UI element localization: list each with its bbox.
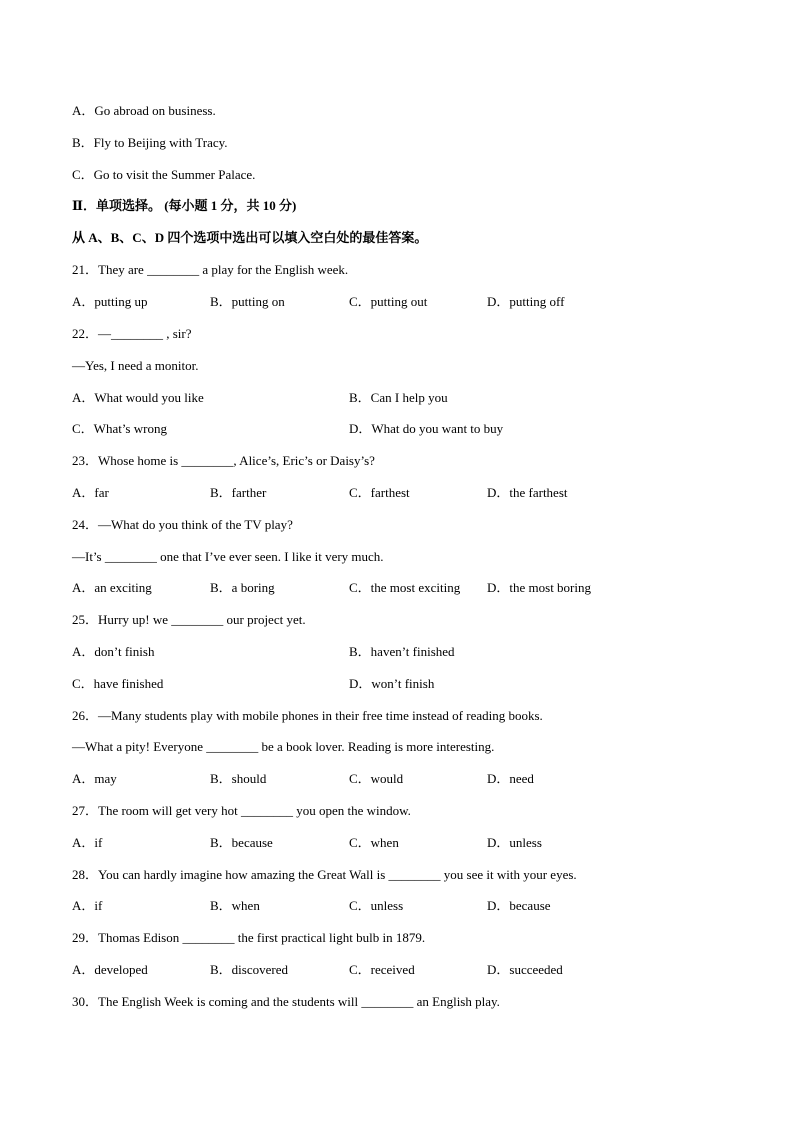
question-27-stem: 27．The room will get very hot ________ you open the window. bbox=[72, 803, 411, 818]
question-23-stem: 23．Whose home is ________, Alice’s, Eric’s or Daisy’s? bbox=[72, 453, 375, 468]
question-21-option-c: C．putting out bbox=[349, 294, 428, 309]
question-28-option-d: D．because bbox=[487, 898, 551, 913]
question-25-stem: 25．Hurry up! we ________ our project yet. bbox=[72, 612, 306, 627]
question-26-option-c: C．would bbox=[349, 771, 404, 786]
question-22-option-d: D．What do you want to buy bbox=[349, 421, 504, 436]
question-24-option-c: C．the most exciting bbox=[349, 580, 461, 595]
question-27-option-c: C．when bbox=[349, 835, 399, 850]
question-24-reply: —It’s ________ one that I’ve ever seen. I like it very much. bbox=[72, 549, 384, 564]
question-22-option-b: B．Can I help you bbox=[349, 390, 448, 405]
question-26-option-d: D．need bbox=[487, 771, 534, 786]
question-21-stem: 21．They are ________ a play for the English week. bbox=[72, 262, 349, 277]
question-27-option-b: B．because bbox=[210, 835, 273, 850]
question-28-option-b: B．when bbox=[210, 898, 260, 913]
question-22-reply: —Yes, I need a monitor. bbox=[72, 358, 199, 373]
question-21-option-b: B．putting on bbox=[210, 294, 285, 309]
top-option-b: B．Fly to Beijing with Tracy. bbox=[72, 135, 228, 150]
question-24-stem: 24．—What do you think of the TV play? bbox=[72, 517, 293, 532]
question-28-stem: 28．You can hardly imagine how amazing the Great Wall is ________ you see it with your eyes. bbox=[72, 867, 577, 882]
section-instruction: 从 A、B、C、D 四个选项中选出可以填入空白处的最佳答案。 bbox=[72, 230, 428, 245]
question-26-reply: —What a pity! Everyone ________ be a book lover. Reading is more interesting. bbox=[72, 739, 495, 754]
question-21-option-a: A．putting up bbox=[72, 294, 148, 309]
question-29-option-c: C．received bbox=[349, 962, 415, 977]
question-26-stem: 26．—Many students play with mobile phones in their free time instead of reading books. bbox=[72, 708, 543, 723]
question-23-option-a: A．far bbox=[72, 485, 109, 500]
question-28-option-a: A．if bbox=[72, 898, 103, 913]
question-29-option-b: B．discovered bbox=[210, 962, 288, 977]
section-heading: Ⅱ．单项选择。 (每小题 1 分，共 10 分) bbox=[72, 198, 297, 213]
top-option-c: C．Go to visit the Summer Palace. bbox=[72, 167, 256, 182]
question-25-option-a: A．don’t finish bbox=[72, 644, 155, 659]
question-29-option-d: D．succeeded bbox=[487, 962, 563, 977]
question-25-option-b: B．haven’t finished bbox=[349, 644, 455, 659]
question-30-stem: 30．The English Week is coming and the students will ________ an English play. bbox=[72, 994, 500, 1009]
question-26-option-a: A．may bbox=[72, 771, 117, 786]
question-25-option-d: D．won’t finish bbox=[349, 676, 435, 691]
question-26-option-b: B．should bbox=[210, 771, 267, 786]
question-25-option-c: C．have finished bbox=[72, 676, 164, 691]
question-22-option-a: A．What would you like bbox=[72, 390, 204, 405]
question-22-stem: 22．—________ , sir? bbox=[72, 326, 192, 341]
question-29-option-a: A．developed bbox=[72, 962, 148, 977]
question-27-option-d: D．unless bbox=[487, 835, 542, 850]
question-23-option-d: D．the farthest bbox=[487, 485, 568, 500]
top-option-a: A．Go abroad on business. bbox=[72, 103, 216, 118]
question-28-option-c: C．unless bbox=[349, 898, 404, 913]
question-24-option-d: D．the most boring bbox=[487, 580, 591, 595]
question-24-option-a: A．an exciting bbox=[72, 580, 152, 595]
question-22-option-c: C．What’s wrong bbox=[72, 421, 167, 436]
question-23-option-b: B．farther bbox=[210, 485, 267, 500]
question-29-stem: 29．Thomas Edison ________ the first practical light bulb in 1879. bbox=[72, 930, 426, 945]
question-24-option-b: B．a boring bbox=[210, 580, 275, 595]
question-27-option-a: A．if bbox=[72, 835, 103, 850]
question-21-option-d: D．putting off bbox=[487, 294, 565, 309]
question-23-option-c: C．farthest bbox=[349, 485, 410, 500]
